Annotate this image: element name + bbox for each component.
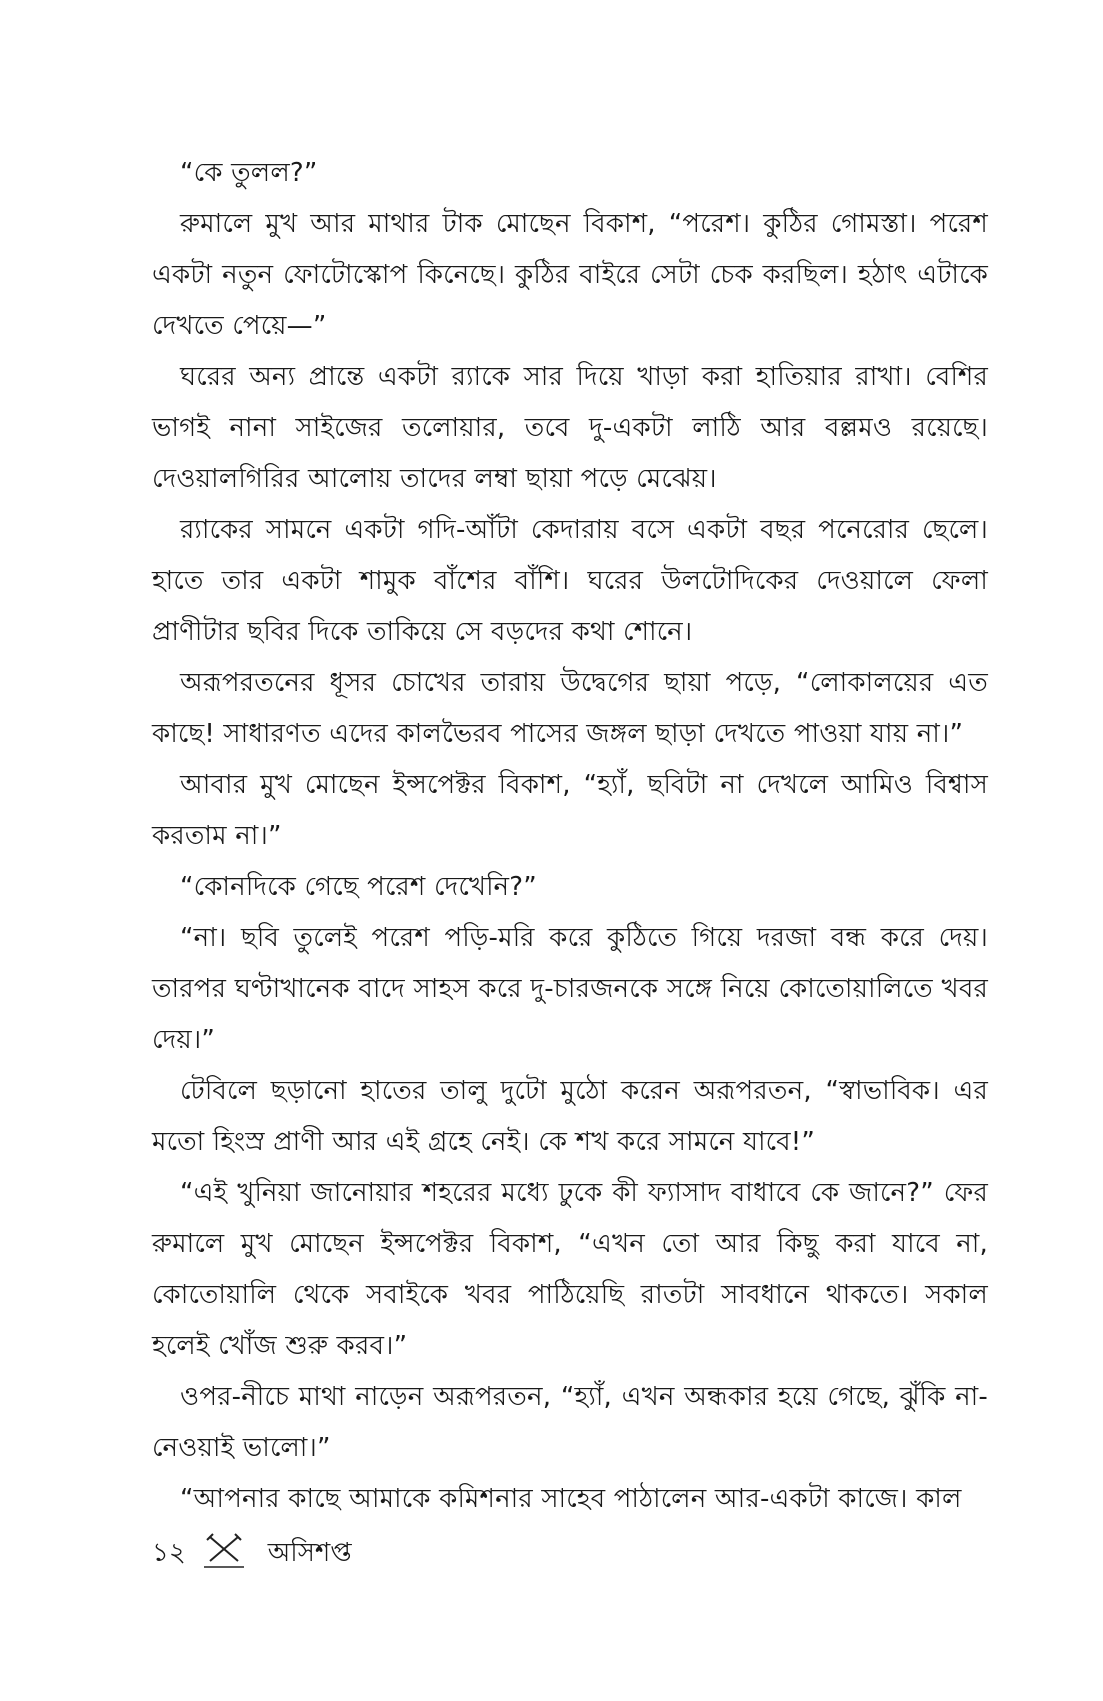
paragraph: টেবিলে ছড়ানো হাতের তালু দুটো মুঠো করেন অরূপরতন, “স্বাভাবিক। এর মতো হিংস্র প্রাণী আর এই গ্রহে নেই। কে শখ করে সামনে যাবে!” <box>152 1076 988 1157</box>
paragraph: “আপনার কাছে আমাকে কমিশনার সাহেব পাঠালেন আর-একটা কাজে। কাল <box>180 1484 962 1514</box>
paragraph: ওপর-নীচে মাথা নাড়েন অরূপরতন, “হ্যাঁ, এখন অন্ধকার হয়ে গেছে, ঝুঁকি না-নেওয়াই ভালো।” <box>152 1382 988 1463</box>
paragraph: “কোনদিকে গেছে পরেশ দেখেনি?” <box>180 872 537 902</box>
book-title: অসিশপ্ত <box>267 1538 352 1568</box>
paragraph: অরূপরতনের ধূসর চোখের তারায় উদ্বেগের ছায়া পড়ে, “লোকালয়ের এত কাছে! সাধারণত এদের কালভৈরব পাসের জঙ্গল ছাড়া দেখতে পাওয়া যায় না।” <box>152 668 988 749</box>
paragraph: “কে তুলল?” <box>180 158 318 188</box>
paragraph: র‍্যাকের সামনে একটা গদি-আঁটা কেদারায় বসে একটা বছর পনেরোর ছেলে। হাতে তার একটা শামুক বাঁশের বাঁশি। ঘরের উলটোদিকের দেওয়ালে ফেলা প্রাণীটার ছবির দিকে তাকিয়ে সে বড়দের কথা শোনে। <box>152 515 988 647</box>
page-number: ১২ <box>152 1538 186 1568</box>
paragraph: “না। ছবি তুলেই পরেশ পড়ি-মরি করে কুঠিতে গিয়ে দরজা বন্ধ করে দেয়। তারপর ঘণ্টাখানেক বাদে সাহস করে দু-চারজনকে সঙ্গে নিয়ে কোতোয়ালিতে খবর দেয়।” <box>152 923 988 1055</box>
paragraph: আবার মুখ মোছেন ইন্সপেক্টর বিকাশ, “হ্যাঁ, ছবিটা না দেখলে আমিও বিশ্বাস করতাম না।” <box>152 770 988 851</box>
page-footer <box>152 1528 352 1578</box>
body-text <box>152 148 988 1525</box>
paragraph: “এই খুনিয়া জানোয়ার শহরের মধ্যে ঢুকে কী ফ্যাসাদ বাধাবে কে জানে?” ফের রুমালে মুখ মোছেন ইন্সপেক্টর বিকাশ, “এখন তো আর কিছু করা যাবে না, কোতোয়ালি থেকে সবাইকে খবর পাঠিয়েছি রাতটা সাবধানে থাকতে। সকাল হলেই খোঁজ শুরু করব।” <box>152 1178 988 1361</box>
crossed-swords-icon <box>202 1533 246 1573</box>
paragraph: ঘরের অন্য প্রান্তে একটা র‍্যাকে সার দিয়ে খাড়া করা হাতিয়ার রাখা। বেশির ভাগই নানা সাইজের তলোয়ার, তবে দু-একটা লাঠি আর বল্লমও রয়েছে। দেওয়ালগিরির আলোয় তাদের লম্বা ছায়া পড়ে মেঝেয়। <box>152 362 988 494</box>
paragraph: রুমালে মুখ আর মাথার টাক মোছেন বিকাশ, “পরেশ। কুঠির গোমস্তা। পরেশ একটা নতুন ফোটোস্কোপ কিনেছে। কুঠির বাইরে সেটা চেক করছিল। হঠাৎ এটাকে দেখতে পেয়ে—” <box>152 209 988 341</box>
